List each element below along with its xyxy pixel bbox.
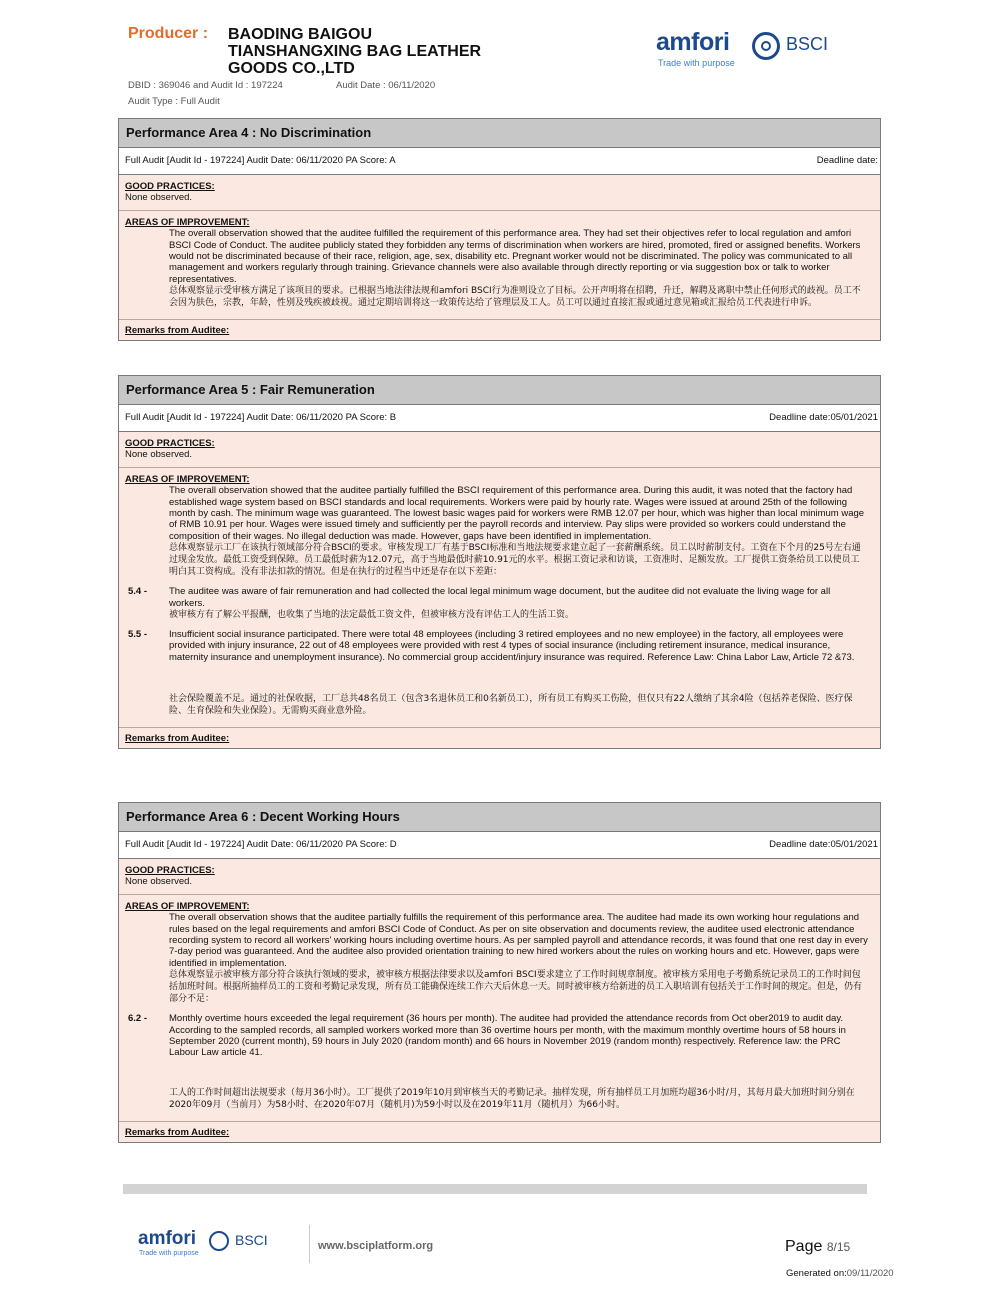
page-current: 8 [826, 1240, 834, 1254]
audit-date: Audit Date : 06/11/2020 [336, 80, 436, 91]
producer-name [228, 26, 528, 77]
audit-type: Audit Type : Full Audit [128, 96, 220, 107]
finding-english: Monthly overtime hours exceeded the legal requirement (36 hours per month). The auditee had provided the attendance records from Oct ober2019 to audit day. According to the sampled records, all sampled workers worked more than 36 overtime hours per month, with the maximum monthly overtime hours of 58 hours in September 2020 (current month), 59 hours in July 2020 (random month) and 66 hours in November 2019 (random month) respectively. Reference law: the PRC Labour Law article 41. [169, 1013, 846, 1059]
producer-name-line: GOODS CO.,LTD [228, 60, 355, 77]
finding-item [125, 586, 874, 621]
finding-number: 6.2 - [128, 1013, 148, 1025]
producer-name-line: BAODING BAIGOU [228, 26, 372, 43]
footer-divider [309, 1225, 310, 1263]
overview-chinese: 总体观察显示受审核方满足了该项目的要求。已根据当地法律法规和amfori BSCI行为准则设立了目标。公开声明将在招聘，升迁，解聘及离职中禁止任何形式的歧视。员工不会因为肤色，宗教，年龄，性别及残疾被歧视。通过定期培训将这一政策传达给了管理层及工人。员工可以通过直接汇报或通过意见箱或汇报给员工代表进行申诉。 [169, 286, 861, 309]
good-practices-text: None observed. [125, 192, 193, 204]
producer-name-line: TIANSHANGXING BAG LEATHER [228, 43, 482, 60]
footer-amfori-logo [138, 1230, 278, 1264]
good-practices-section [119, 432, 880, 468]
amfori-ring-icon [752, 32, 780, 60]
audit-info-text: Full Audit [Audit Id - 197224] Audit Date: 06/11/2020 PA Score: A [125, 155, 396, 166]
performance-area-6 [118, 802, 881, 1143]
remarks-from-auditee: Remarks from Auditee: [125, 325, 230, 337]
performance-area-5 [118, 375, 881, 749]
deadline-date: Deadline date:05/01/2021 [769, 412, 878, 423]
page-header [0, 0, 1000, 115]
finding-number: 5.4 - [128, 586, 148, 598]
good-practices-section [119, 175, 880, 211]
overview-chinese: 总体观察显示被审核方部分符合该执行领域的要求，被审核方根据法律要求以及amfori BSCI要求建立了工作时间规章制度。被审核方采用电子考勤系统记录员工的工作时间包括加班时间。根据所抽样员工的工资和考勤记录发现，所有员工能确保连续工作六天后休息一天。同时被审核方给新进的员工入职培训有包括关于工作时间的规定。但是，仍有部分不足： [169, 970, 863, 1005]
logo-bsci: BSCI [786, 34, 829, 54]
footer-url[interactable]: www.bsciplatform.org [318, 1240, 434, 1252]
overview-chinese: 总体观察显示工厂在该执行领域部分符合BSCI的要求。审核发现工厂有基于BSCI标准和当地法规要求建立起了一套薪酬系统。员工以时薪制支付。工资在下个月的25号左右通过现金发放。最低工资受到保障。员工最低时薪为12.07元，高于当地最低时薪10.91元的水平。根据工资记录和访谈，工资准时、足额发放。工厂提供工资条给员工以使员工明白其工资构成。没有非法扣款的情况。但是在执行的过程当中还是存在以下差距： [169, 543, 861, 578]
audit-info-text: Full Audit [Audit Id - 197224] Audit Date: 06/11/2020 PA Score: B [125, 412, 397, 423]
overview-english: The overall observation showed that the auditee fulfilled the requirement of this performance area. They had set their objectives refer to local regulation and amfori BSCI Code of Conduct. The auditee publicly stated they forbidden any terms of discrimination when workers are hired, promoted, fired or assigned benefits. Workers would not be discriminated because of their race, religion, age, sex, disability etc. Pregnant worker would not be discriminated. The policy was communicated to all management and workers regularly through training. Grievance channels were also available through directly reporting or via suggestion box or talk to worker representatives. [169, 228, 861, 285]
good-practices-heading: GOOD PRACTICES: [125, 865, 215, 876]
producer-label: Producer : [128, 25, 209, 42]
logo-tagline: Trade with purpose [658, 58, 735, 68]
good-practices-heading: GOOD PRACTICES: [125, 438, 215, 449]
overview-english: The overall observation showed that the auditee partially fulfilled the BSCI requirement of this performance area. During this audit, it was noted that the factory had established wage system based on BSCI standards and local requirements. Workers were paid by hourly rate. Wages were issued at around 25th of the following month by cash. The minimum wage was guaranteed. The lowest basic wages paid for workers were RMB 12.07 per hour, which was higher than local minimum wage of RMB 10.91 per hour. Wages were issued timely and sufficiently per the payroll records and interview. Pay slips were provided so workers could understand the composition of their wages. No illegal deduction was made. However, gaps have been identified in implementation. [169, 485, 865, 542]
improvement-heading: AREAS OF IMPROVEMENT: [125, 216, 250, 228]
improvement-heading: AREAS OF IMPROVEMENT: [125, 900, 250, 912]
generated-date: 09/11/2020 [846, 1268, 894, 1279]
improvement-section [119, 211, 880, 320]
logo-tagline: Trade with purpose [139, 1250, 199, 1257]
good-practices-heading: GOOD PRACTICES: [125, 181, 215, 192]
finding-number: 5.5 - [128, 629, 148, 641]
remarks-from-auditee: Remarks from Auditee: [125, 733, 230, 745]
good-practices-text: None observed. [125, 876, 193, 888]
audit-info-text: Full Audit [Audit Id - 197224] Audit Date: 06/11/2020 PA Score: D [125, 839, 397, 850]
logo-word: amfori [656, 28, 730, 56]
deadline-date: Deadline date: [816, 155, 878, 166]
generated-label: Generated on: [786, 1268, 847, 1279]
improvement-section [119, 895, 880, 1122]
amfori-logo [656, 30, 836, 72]
finding-item [125, 1013, 874, 1111]
area-audit-info [119, 148, 880, 175]
finding-chinese: 社会保险覆盖不足。通过的社保收据，工厂总共48名员工（包含3名退休员工和0名新员工），所有员工有购买工伤险，但仅只有22人缴纳了其余4险（包括养老保险、医疗保险、生育保险和失业保险）。无需购买商业意外险。 [169, 694, 853, 717]
finding-english: Insufficient social insurance participated. There were total 48 employees (including 3 retired employees and no new employee) in the factory, all employees were provided with injury insurance, 22 out of 48 employees were provided with rest 4 types of social insurance (including retirement insurance, medical insurance, maternity insurance and unemployment insurance). No commercial group accident/injury insurance was required. Reference Law: China Labor Law, Article 72 &73. [169, 629, 855, 663]
page-total: /15 [833, 1240, 851, 1254]
improvement-heading: AREAS OF IMPROVEMENT: [125, 473, 250, 485]
page-number [785, 1238, 850, 1256]
area-title: Performance Area 6 : Decent Working Hours [119, 803, 880, 832]
amfori-ring-icon [209, 1231, 229, 1251]
dbid: DBID : 369046 and Audit Id : 197224 [128, 80, 283, 91]
area-title: Performance Area 5 : Fair Remuneration [119, 376, 880, 405]
logo-word: amfori [138, 1228, 197, 1249]
finding-chinese: 被审核方有了解公平报酬，也收集了当地的法定最低工资文件，但被审核方没有评估工人的生活工资。 [169, 610, 575, 621]
page-divider-bar [123, 1184, 867, 1194]
overview-english: The overall observation shows that the auditee partially fulfills the requirement of this performance area. The auditee had made its own working hour regulations and rules based on the legal requirements and amfori BSCI Code of Conduct. As per on site observation and documents review, the auditee used electronic attendance recording system to record all workers' working hours including overtime hours. As per sampled payroll and attendance records, it was found that one rest day in every 7-day period was guaranteed. And the auditee also provided orientation training to new hired workers about the rules on working hours and etc. However, gaps were identified in implementation. [169, 912, 868, 969]
area-audit-info [119, 832, 880, 859]
logo-bsci: BSCI [235, 1232, 268, 1248]
page-label: Page [785, 1238, 823, 1255]
performance-area-4 [118, 118, 881, 341]
remarks-from-auditee: Remarks from Auditee: [125, 1126, 230, 1138]
improvement-section [119, 468, 880, 728]
finding-chinese: 工人的工作时间超出法规要求（每月36小时）。工厂提供了2019年10月到审核当天的考勤记录。抽样发现，所有抽样员工月加班均超36小时/月，其每月最大加班时间分别在2020年09月（当前月）为58小时、在2020年07月（随机月)为59小时以及在2019年11月（随机月）为66小时。 [169, 1087, 855, 1110]
area-title: Performance Area 4 : No Discrimination [119, 119, 880, 148]
area-audit-info [119, 405, 880, 432]
good-practices-text: None observed. [125, 449, 193, 461]
finding-item [125, 629, 874, 717]
good-practices-section [119, 859, 880, 895]
deadline-date: Deadline date:05/01/2021 [769, 839, 878, 850]
finding-english: The auditee was aware of fair remuneration and had collected the local legal minimum wage document, but the auditee did not evaluate the living wage for all workers. [169, 586, 831, 609]
generated-on [786, 1268, 894, 1279]
